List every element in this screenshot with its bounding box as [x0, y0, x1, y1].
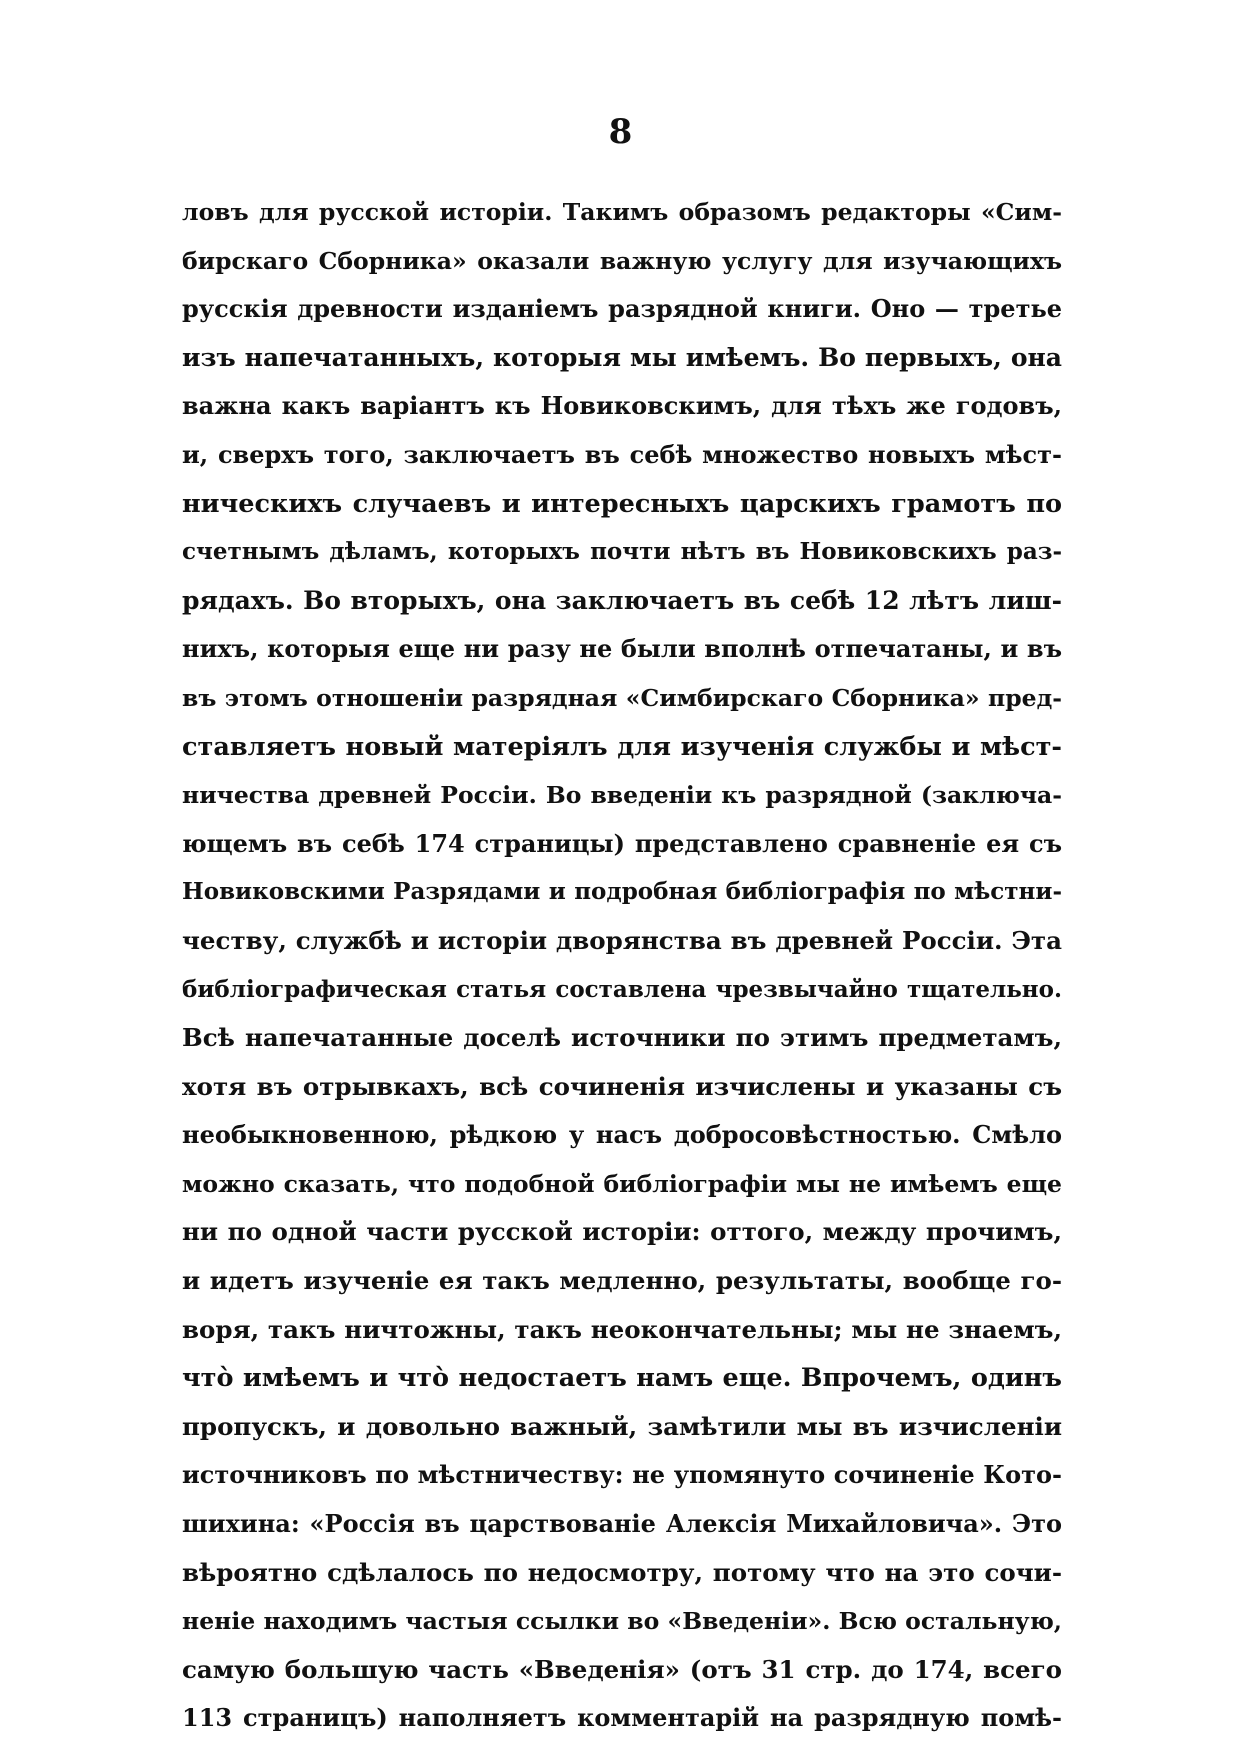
text-line: честву, службѣ и исторіи дворянства въ древней Россіи. Эта	[182, 925, 1062, 955]
text-line: бирскаго Сборника» оказали важную услугу для изучающихъ	[182, 246, 1062, 275]
text-line: русскія древности изданіемъ разрядной книги. Оно — третье	[182, 294, 1062, 324]
text-line: Новиковскими Разрядами и подробная библіографія по мѣстни-	[182, 878, 1062, 906]
text-line: ловъ для русской исторіи. Такимъ образомъ редакторы «Сим-	[182, 198, 1062, 226]
text-line: источниковъ по мѣстничеству: не упомянуто сочиненіе Кото-	[182, 1460, 1062, 1490]
text-line: вѣроятно сдѣлалось по недосмотру, потому что на это сочи-	[182, 1557, 1062, 1587]
text-line: ставляетъ новый матеріялъ для изученія службы и мѣст-	[182, 731, 1062, 762]
text-line: ющемъ въ себѣ 174 страницы) представлено сравненіе ея съ	[182, 828, 1062, 858]
text-line: ническихъ случаевъ и интересныхъ царскихъ грамотъ по	[182, 488, 1062, 519]
text-line: рядахъ. Во вторыхъ, она заключаетъ въ себѣ 12 лѣтъ лиш-	[182, 585, 1062, 615]
text-line: счетнымъ дѣламъ, которыхъ почти нѣтъ въ Новиковскихъ раз-	[182, 538, 1062, 566]
text-line: и идетъ изученіе ея такъ медленно, результаты, вообще го-	[182, 1266, 1062, 1296]
text-line: изъ напечатанныхъ, которыя мы имѣемъ. Во первыхъ, она	[182, 342, 1062, 372]
text-line: хотя въ отрывкахъ, всѣ сочиненія изчислены и указаны съ	[182, 1071, 1062, 1101]
text-line: ничества древней Россіи. Во введеніи къ разрядной (заключа-	[182, 781, 1062, 810]
text-line: воря, такъ ничтожны, такъ неокончательны; мы не знаемъ,	[182, 1314, 1062, 1344]
text-line: ни по одной части русской исторіи: оттого, между прочимъ,	[182, 1217, 1062, 1247]
text-line: что̀ имѣемъ и что̀ недостаетъ намъ еще. Впрочемъ, одинъ	[182, 1363, 1062, 1394]
text-line: 113 страницъ) наполняетъ комментарій на разрядную помѣ-	[182, 1703, 1062, 1733]
text-line: неніе находимъ частыя ссылки во «Введеніи». Всю остальную,	[182, 1607, 1062, 1636]
text-line: самую большую часть «Введенія» (отъ 31 стр. до 174, всего	[182, 1654, 1062, 1684]
body-text	[182, 188, 1062, 1743]
text-line: пропускъ, и довольно важный, замѣтили мы въ изчисленіи	[182, 1411, 1062, 1441]
text-line: можно сказать, что подобной библіографіи мы не имѣемъ еще	[182, 1169, 1062, 1198]
text-line: въ этомъ отношеніи разрядная «Симбирскаго Сборника» пред-	[182, 683, 1062, 712]
text-line: необыкновенною, рѣдкою у насъ добросовѣстностью. Смѣло	[182, 1120, 1062, 1150]
text-line: важна какъ варіантъ къ Новиковскимъ, для тѣхъ же годовъ,	[182, 391, 1062, 421]
text-line: Всѣ напечатанные доселѣ источники по этимъ предметамъ,	[182, 1023, 1062, 1053]
page-number: 8	[608, 112, 633, 152]
text-line: нихъ, которыя еще ни разу не были вполнѣ отпечатаны, и въ	[182, 634, 1062, 664]
text-line: шихина: «Россія въ царствованіе Алексія Михайловича». Это	[182, 1509, 1062, 1539]
text-line: и, сверхъ того, заключаетъ въ себѣ множество новыхъ мѣст-	[182, 439, 1062, 469]
text-line: библіографическая статья составлена чрезвычайно тщательно.	[182, 975, 1062, 1003]
